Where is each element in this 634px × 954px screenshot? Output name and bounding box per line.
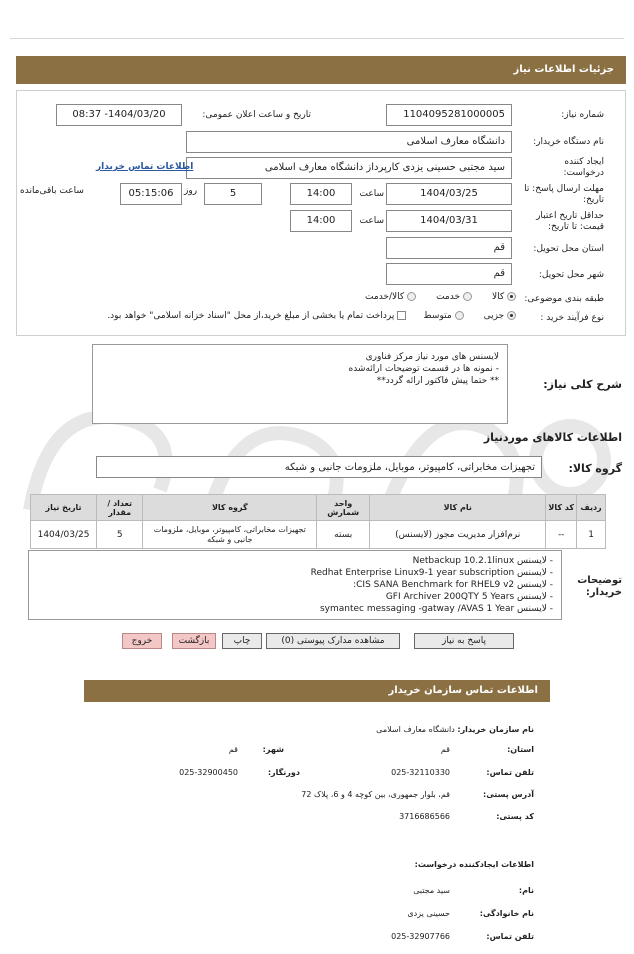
exit-button[interactable]: خروج <box>122 633 162 649</box>
announce-label: تاریخ و ساعت اعلان عمومی: <box>202 110 311 120</box>
category-option-service[interactable]: خدمت <box>436 292 472 302</box>
city-label: شهر محل تحویل: <box>538 270 604 280</box>
creator-label: ایجاد کننده درخواست: <box>563 157 604 178</box>
creator-field: سید مجتبی حسینی یزدی کارپرداز دانشگاه معارف اسلامی <box>186 157 512 179</box>
creator-name-label: نام: <box>518 886 534 895</box>
validity-time-field: 14:00 <box>290 210 352 232</box>
col-header-qty: تعداد / مقدار <box>97 495 143 521</box>
col-header-unit: واحد شمارش <box>317 495 370 521</box>
creator-family-label: نام خانوادگی: <box>479 909 534 918</box>
checkbox-icon[interactable] <box>397 311 406 320</box>
remaining-time-field: 05:15:06 <box>120 183 182 205</box>
contact-fax-label: دورنگار: <box>267 768 300 777</box>
province-label: استان محل تحویل: <box>533 244 604 254</box>
contact-org-row: نام سازمان خریدار: دانشگاه معارف اسلامی <box>376 725 534 734</box>
cell-name: نرم‌افزار مدیریت مجوز (لایسنس) <box>370 521 546 549</box>
deadline-days-label: روز <box>184 186 198 196</box>
province-field: قم <box>386 237 512 259</box>
buyer-note-line: - لایسنس CIS SANA Benchmark for RHEL9 v2: <box>353 580 553 590</box>
page-title: جزئیات اطلاعات نیاز <box>513 64 614 75</box>
cell-unit: بسته <box>317 521 370 549</box>
validity-time-label: ساعت <box>359 216 384 226</box>
contact-phone-value: 025-32110330 <box>391 768 450 777</box>
deadline-date-field: 1404/03/25 <box>386 183 512 205</box>
cell-group: تجهیزات مخابراتی، کامپیوتر، موبایل، ملزومات جانبی و شبکه <box>143 521 317 549</box>
creator-family-value: حسینی یزدی <box>407 909 450 918</box>
creator-info-title: اطلاعات ایجادکننده درخواست: <box>414 860 534 869</box>
respond-button[interactable]: پاسخ به نیاز <box>414 633 514 649</box>
validity-label: حداقل تاریخ اعتبار قیمت: تا تاریخ: <box>536 211 604 232</box>
deadline-days-field: 5 <box>204 183 262 205</box>
print-button[interactable]: چاپ <box>222 633 262 649</box>
buyer-note-line: - لایسنس symantec messaging -gatway /AVAS 1 Year <box>319 604 553 614</box>
buyer-note-line: - لایسنس Redhat Enterprise Linux9-1 year subscription <box>310 568 553 578</box>
contact-province-row: استان: <box>507 745 534 754</box>
cell-code: -- <box>546 521 577 549</box>
category-options <box>365 292 516 302</box>
creator-name-value: سید مجتبی <box>413 886 450 895</box>
buyer-contact-link[interactable]: اطلاعات تماس خریدار <box>96 162 194 172</box>
need-number-label: شماره نیاز: <box>561 110 604 120</box>
col-header-row-no: ردیف <box>577 495 606 521</box>
cell-date: 1404/03/25 <box>31 521 97 549</box>
city-field: قم <box>386 263 512 285</box>
contact-city-value: قم <box>228 745 238 754</box>
contact-address-value: قم، بلوار جمهوری، بین کوچه 4 و 6، پلاک 72 <box>301 790 450 799</box>
announce-datetime-field: 1404/03/20- 08:37 <box>56 104 182 126</box>
need-number-field: 1104095281000005 <box>386 104 512 126</box>
radio-selected-icon[interactable] <box>507 292 516 301</box>
contact-province-value: قم <box>440 745 450 754</box>
goods-group-label: گروه کالا: <box>568 462 622 475</box>
category-label: طبقه بندی موضوعی: <box>524 294 604 304</box>
view-attachments-button[interactable]: مشاهده مدارک پیوستی (0) <box>266 633 400 649</box>
creator-phone-label: تلفن تماس: <box>486 932 534 941</box>
buyer-org-field: دانشگاه معارف اسلامی <box>186 131 512 153</box>
page-title-bar <box>16 56 626 84</box>
category-option-both[interactable]: کالا/خدمت <box>365 292 416 302</box>
radio-icon[interactable] <box>455 311 464 320</box>
process-option-medium[interactable]: متوسط <box>423 311 463 321</box>
col-header-group: گروه کالا <box>143 495 317 521</box>
contact-city-label: شهر: <box>262 745 284 754</box>
contact-postal-value: 3716686566 <box>399 812 450 821</box>
contact-title: اطلاعات تماس سازمان خریدار <box>388 685 538 696</box>
radio-icon[interactable] <box>407 292 416 301</box>
description-line: لایسنس های مورد نیاز مرکز فناوری <box>365 352 499 362</box>
contact-title-bar <box>84 680 550 702</box>
items-section-title: اطلاعات کالاهای موردنیاز <box>483 431 622 444</box>
buyer-notes-box <box>28 550 562 620</box>
validity-date-field: 1404/03/31 <box>386 210 512 232</box>
table-row <box>31 521 606 549</box>
table-header-row <box>31 495 606 521</box>
deadline-time-field: 14:00 <box>290 183 352 205</box>
back-button[interactable]: بازگشت <box>172 633 216 649</box>
buyer-notes-label: توضیحات خریدار: <box>577 575 622 598</box>
description-box <box>92 344 508 424</box>
treasury-payment-option[interactable]: پرداخت تمام یا بخشی از مبلغ خرید،از محل "اسناد خزانه اسلامی" خواهد بود. <box>107 311 406 321</box>
radio-selected-icon[interactable] <box>507 311 516 320</box>
col-header-date: تاریخ نیاز <box>31 495 97 521</box>
remaining-time-label: ساعت باقی‌مانده <box>20 186 84 196</box>
radio-icon[interactable] <box>463 292 472 301</box>
buyer-note-line: - لایسنس GFI Archiver 200QTY 5 Years <box>385 592 553 602</box>
contact-fax-value: 025-32900450 <box>179 768 238 777</box>
process-options <box>18 311 516 321</box>
items-table <box>30 494 606 549</box>
cell-qty: 5 <box>97 521 143 549</box>
process-option-minor[interactable]: جزیی <box>484 311 516 321</box>
col-header-code: کد کالا <box>546 495 577 521</box>
description-label: شرح کلی نیاز: <box>543 378 622 391</box>
category-option-goods[interactable]: کالا <box>492 292 516 302</box>
process-label: نوع فرآیند خرید : <box>540 313 604 323</box>
contact-address-label: آدرس پستی: <box>483 790 534 799</box>
description-line: ** حتما پیش فاکتور ارائه گردد** <box>376 376 499 386</box>
buyer-org-label: نام دستگاه خریدار: <box>533 137 604 147</box>
contact-phone-label: تلفن تماس: <box>486 768 534 777</box>
description-line: - نمونه ها در قسمت توضیحات ارائه‌شده <box>348 364 499 374</box>
deadline-label: مهلت ارسال پاسخ: تا تاریخ: <box>524 184 604 205</box>
cell-row-no: 1 <box>577 521 606 549</box>
goods-group-field: تجهیزات مخابراتی، کامپیوتر، موبایل، ملزومات جانبی و شبکه <box>96 456 542 478</box>
top-divider <box>10 38 624 39</box>
col-header-name: نام کالا <box>370 495 546 521</box>
buyer-note-line: - لایسنس Netbackup 10.2.1linux <box>412 556 553 566</box>
contact-postal-label: کد پستی: <box>496 812 534 821</box>
deadline-time-label: ساعت <box>359 189 384 199</box>
creator-phone-value: 025-32907766 <box>391 932 450 941</box>
